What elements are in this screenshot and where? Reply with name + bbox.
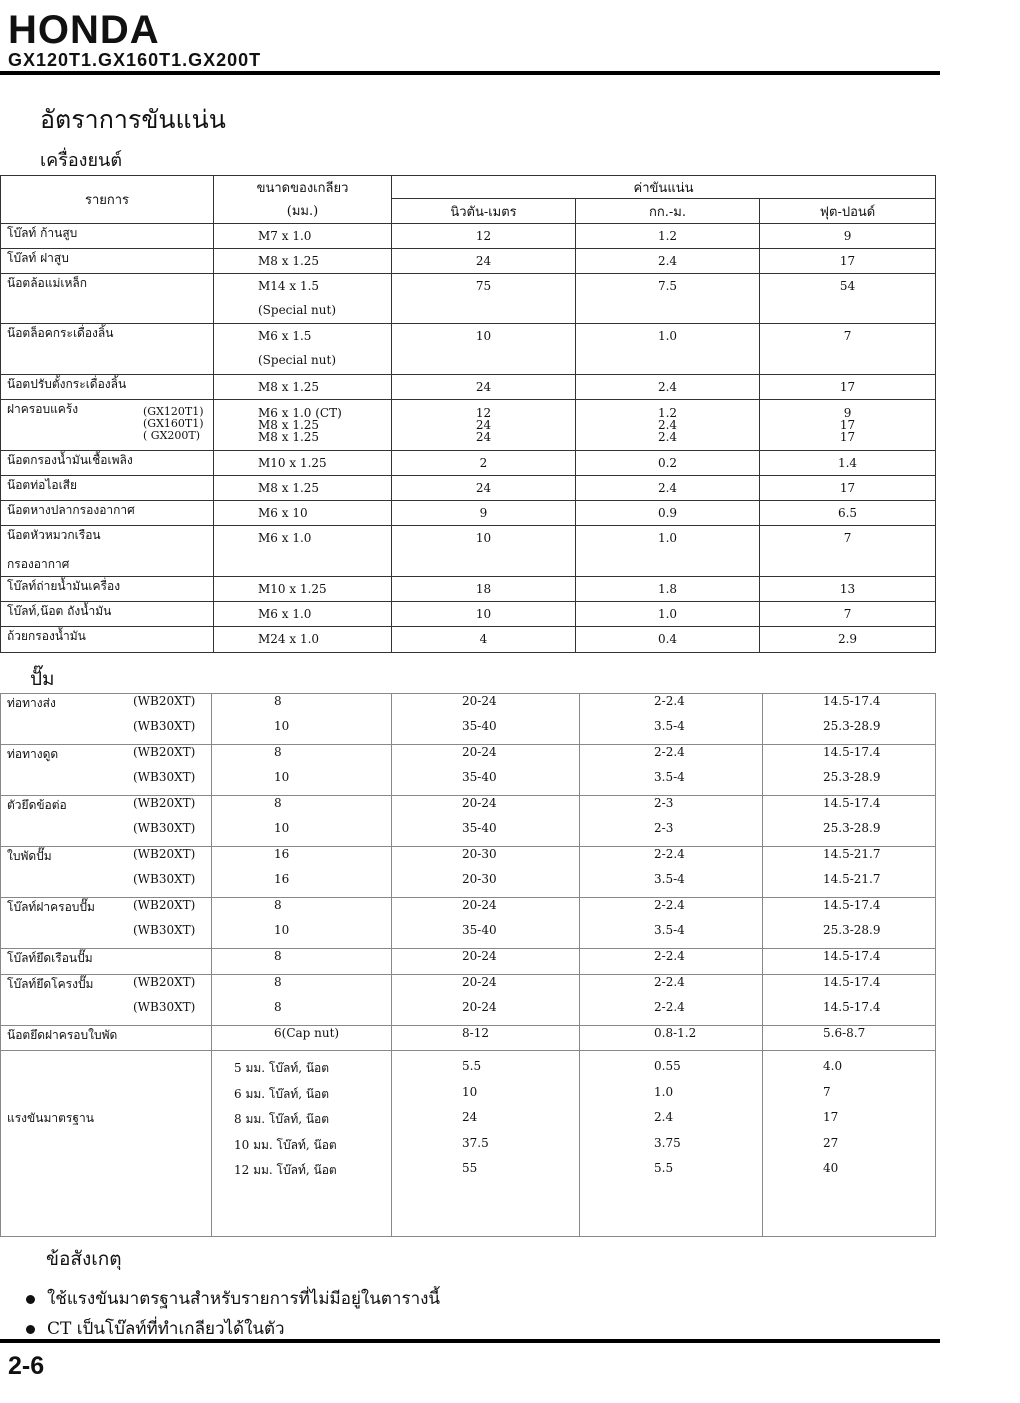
std-ftlb-value: 27 xyxy=(823,1135,839,1150)
row-nm: 24 xyxy=(392,375,576,400)
row-nm: 35-40 xyxy=(392,770,580,796)
row-size xyxy=(214,274,392,324)
row-ftlb: 14.5-17.4 xyxy=(763,974,936,1000)
header-ftlb: ฟุต-ปอนด์ xyxy=(760,199,936,224)
model-label: (WB30XT) xyxy=(133,770,196,784)
std-size-value: 8 มม. โบ๊ลท์, น๊อต xyxy=(234,1112,330,1126)
ftlb-value: 17 xyxy=(839,418,856,432)
row-kgm: 0.4 xyxy=(576,627,760,653)
row-nm: 8-12 xyxy=(392,1025,580,1051)
engine-section-title: เครื่องยนต์ xyxy=(40,150,123,171)
table-row xyxy=(1,602,936,627)
row-size: 10 xyxy=(212,719,392,745)
header-kgm: กก.-ม. xyxy=(576,199,760,224)
row-size: 8 xyxy=(212,898,392,924)
row-ftlb: 17 xyxy=(760,375,936,400)
table-row xyxy=(1,923,936,949)
std-ftlb-value: 40 xyxy=(823,1161,839,1175)
table-row xyxy=(1,476,936,501)
row-nm: 20-30 xyxy=(392,872,580,898)
table-row xyxy=(1,400,936,451)
row-kgm: 1.8 xyxy=(576,577,760,602)
ftlb-value: 17 xyxy=(839,430,856,444)
row-item: น๊อตท่อไอเสีย xyxy=(1,476,214,501)
model-label: (WB20XT) xyxy=(133,974,196,989)
kgm-value: 2.4 xyxy=(657,430,678,444)
row-nm: 35-40 xyxy=(392,821,580,847)
size-note: (Special nut) xyxy=(258,303,337,317)
item-label: ตัวยึดข้อต่อ xyxy=(7,798,67,812)
item-label: น๊อตหัวหมวกเรือน xyxy=(7,528,101,542)
row-kgm: 2-2.4 xyxy=(580,1000,763,1026)
engine-torque-table xyxy=(0,175,936,653)
row-item xyxy=(1,923,212,949)
row-kgm: 0.2 xyxy=(576,451,760,476)
table-row xyxy=(1,526,936,577)
std-kgm-value: 5.5 xyxy=(654,1161,674,1175)
table-row xyxy=(1,1025,936,1051)
std-size-value: 10 มม. โบ๊ลท์, น๊อต xyxy=(234,1137,337,1152)
std-ftlb-value: 4.0 xyxy=(823,1059,843,1073)
pump-section-title: ปั๊ม xyxy=(30,668,55,690)
row-kgm: 2-2.4 xyxy=(580,745,763,771)
std-kgm-value: 3.75 xyxy=(654,1135,681,1150)
row-item: โบ๊ลท์,น๊อต ถังน้ำมัน xyxy=(1,602,214,627)
item-label: น๊อตยึดฝาครอบใบพัด xyxy=(7,1027,118,1042)
row-nm: 24 xyxy=(392,476,576,501)
table-row xyxy=(1,745,936,771)
size-note: (Special nut) xyxy=(258,353,337,367)
item-label: โบ๊ลท์ยึดเรือนปั๊ม xyxy=(7,951,93,965)
row-item: โบ๊ลท์ ก้านสูบ xyxy=(1,224,214,249)
row-nm: 20-24 xyxy=(392,974,580,1000)
row-size: 10 xyxy=(212,821,392,847)
kgm-value: 2.4 xyxy=(657,418,678,432)
row-item xyxy=(1,847,212,873)
row-size: M6 x 1.0 xyxy=(214,602,392,627)
std-nm-value: 37.5 xyxy=(462,1135,489,1150)
row-nm: 20-24 xyxy=(392,949,580,975)
row-ftlb: 54 xyxy=(760,274,936,324)
row-size: 16 xyxy=(212,847,392,873)
row-kgm xyxy=(580,1051,763,1237)
row-size: M8 x 1.25 xyxy=(214,476,392,501)
row-kgm: 1.0 xyxy=(576,324,760,375)
row-size: M6 x 10 xyxy=(214,501,392,526)
row-item: น๊อตปรับตั้งกระเดื่องลิ้น xyxy=(1,375,214,400)
row-ftlb: 7 xyxy=(760,526,936,577)
size-value: M8 x 1.25 xyxy=(258,418,320,432)
row-size: M7 x 1.0 xyxy=(214,224,392,249)
row-size: 16 xyxy=(212,872,392,898)
std-nm-value: 24 xyxy=(462,1110,478,1124)
row-kgm: 2.4 xyxy=(576,476,760,501)
model-label: (GX120T1) xyxy=(143,405,204,418)
row-ftlb: 25.3-28.9 xyxy=(763,719,936,745)
row-size xyxy=(214,324,392,375)
nm-value: 24 xyxy=(475,418,492,432)
table-row xyxy=(1,451,936,476)
row-nm: 10 xyxy=(392,526,576,577)
row-ftlb: 7 xyxy=(760,602,936,627)
item-label: ท่อทางดูด xyxy=(7,747,59,761)
row-size: 8 xyxy=(212,796,392,822)
item-label: โบ๊ลท์ฝาครอบปั๊ม xyxy=(7,900,95,914)
row-nm: 18 xyxy=(392,577,576,602)
row-item xyxy=(1,694,212,720)
row-ftlb: 14.5-17.4 xyxy=(763,694,936,720)
row-item xyxy=(1,1025,212,1051)
row-nm: 9 xyxy=(392,501,576,526)
model-label: (WB30XT) xyxy=(133,999,196,1014)
row-nm: 35-40 xyxy=(392,719,580,745)
row-size: M24 x 1.0 xyxy=(214,627,392,653)
row-ftlb xyxy=(763,1051,936,1237)
row-kgm: 2-3 xyxy=(580,796,763,822)
row-ftlb: 25.3-28.9 xyxy=(763,770,936,796)
row-ftlb: 13 xyxy=(760,577,936,602)
row-item xyxy=(1,745,212,771)
table-row xyxy=(1,224,936,249)
table-row xyxy=(1,719,936,745)
std-size-value: 5 มม. โบ๊ลท์, น๊อต xyxy=(234,1061,330,1075)
model-label: (WB30XT) xyxy=(133,719,196,733)
row-ftlb: 14.5-21.7 xyxy=(763,847,936,873)
row-kgm: 2.4 xyxy=(576,249,760,274)
table-row xyxy=(1,501,936,526)
table-row xyxy=(1,974,936,1000)
row-nm: 10 xyxy=(392,324,576,375)
nm-value: 12 xyxy=(475,406,492,420)
bullet-icon xyxy=(26,1295,35,1304)
model-label: (WB20XT) xyxy=(133,745,196,759)
row-nm xyxy=(392,400,576,451)
row-kgm: 2-2.4 xyxy=(580,694,763,720)
row-nm: 20-24 xyxy=(392,745,580,771)
page-title: อัตราการขันแน่น xyxy=(40,105,226,134)
row-nm: 20-24 xyxy=(392,898,580,924)
table-row xyxy=(1,898,936,924)
table-row xyxy=(1,949,936,975)
row-kgm: 3.5-4 xyxy=(580,872,763,898)
header-rule xyxy=(0,71,940,75)
item-label-line2: กรองอากาศ xyxy=(7,557,70,571)
row-size: 8 xyxy=(212,974,392,1000)
row-nm: 75 xyxy=(392,274,576,324)
bullet-icon xyxy=(26,1325,35,1334)
row-item: โบ๊ลท์ ฝาสูบ xyxy=(1,249,214,274)
row-nm: 35-40 xyxy=(392,923,580,949)
row-ftlb: 2.9 xyxy=(760,627,936,653)
row-kgm: 2-2.4 xyxy=(580,949,763,975)
size-value: M8 x 1.25 xyxy=(258,430,320,444)
notes-title: ข้อสังเกตุ xyxy=(46,1248,122,1270)
brand-logo: HONDA xyxy=(8,8,160,52)
model-list: GX120T1.GX160T1.GX200T xyxy=(8,50,262,70)
table-row xyxy=(1,375,936,400)
ftlb-value: 9 xyxy=(843,406,852,420)
row-kgm: 1.2 xyxy=(576,224,760,249)
model-stack xyxy=(143,406,204,442)
row-ftlb: 14.5-21.7 xyxy=(763,872,936,898)
std-ftlb-value: 17 xyxy=(823,1110,839,1124)
row-size: 8 xyxy=(212,694,392,720)
kgm-value: 1.2 xyxy=(657,406,678,420)
table-row xyxy=(1,1051,936,1237)
row-size: M10 x 1.25 xyxy=(214,577,392,602)
row-kgm: 3.5-4 xyxy=(580,923,763,949)
table-row xyxy=(1,274,936,324)
std-kgm-value: 0.55 xyxy=(654,1059,681,1073)
row-item: ถ้วยกรองน้ำมัน xyxy=(1,627,214,653)
row-item: โบ๊ลท์ถ่ายน้ำมันเครื่อง xyxy=(1,577,214,602)
row-item: น๊อตกรองน้ำมันเชื้อเพลิง xyxy=(1,451,214,476)
row-size: M8 x 1.25 xyxy=(214,249,392,274)
row-kgm: 1.0 xyxy=(576,526,760,577)
row-ftlb: 25.3-28.9 xyxy=(763,821,936,847)
row-nm xyxy=(392,1051,580,1237)
model-label: (WB20XT) xyxy=(133,847,196,861)
row-size xyxy=(214,400,392,451)
note-item xyxy=(26,1315,285,1342)
row-size: 10 xyxy=(212,923,392,949)
table-row xyxy=(1,1000,936,1026)
row-item xyxy=(1,872,212,898)
row-size: M8 x 1.25 xyxy=(214,375,392,400)
row-nm: 20-30 xyxy=(392,847,580,873)
row-kgm: 1.0 xyxy=(576,602,760,627)
header-thread-unit: (มม.) xyxy=(214,199,392,224)
row-item: แรงขันมาตรฐาน xyxy=(1,1051,212,1237)
row-ftlb: 17 xyxy=(760,476,936,501)
table-row xyxy=(1,872,936,898)
row-ftlb: 5.6-8.7 xyxy=(763,1025,936,1051)
row-size: 8 xyxy=(212,745,392,771)
table-row xyxy=(1,770,936,796)
item-label: โบ๊ลท์ยึดโครงปั๊ม xyxy=(7,976,94,991)
row-kgm: 0.8-1.2 xyxy=(580,1025,763,1051)
note-text: CT เป็นโบ๊ลท์ที่ทำเกลียวได้ในตัว xyxy=(47,1319,285,1339)
item-label: ท่อทางส่ง xyxy=(7,696,56,710)
row-kgm: 2-2.4 xyxy=(580,974,763,1000)
footer-rule xyxy=(0,1339,940,1343)
row-ftlb: 14.5-17.4 xyxy=(763,745,936,771)
model-label: (WB20XT) xyxy=(133,796,196,810)
model-label: (WB30XT) xyxy=(133,923,196,937)
table-row xyxy=(1,627,936,653)
row-kgm: 0.9 xyxy=(576,501,760,526)
row-size: 8 xyxy=(212,949,392,975)
size-value: M6 x 1.5 xyxy=(258,329,312,343)
row-nm: 20-24 xyxy=(392,1000,580,1026)
row-item xyxy=(1,974,212,1000)
row-item: น๊อตหางปลากรองอากาศ xyxy=(1,501,214,526)
row-ftlb: 14.5-17.4 xyxy=(763,1000,936,1026)
row-item xyxy=(1,898,212,924)
size-value: M14 x 1.5 xyxy=(258,279,320,293)
nm-value: 24 xyxy=(475,430,492,444)
row-ftlb: 14.5-17.4 xyxy=(763,898,936,924)
model-label: (WB20XT) xyxy=(133,898,196,912)
row-size: M6 x 1.0 xyxy=(214,526,392,577)
row-ftlb: 14.5-17.4 xyxy=(763,796,936,822)
row-ftlb: 17 xyxy=(760,249,936,274)
row-size: 10 xyxy=(212,770,392,796)
row-size: 8 xyxy=(212,1000,392,1026)
row-nm: 12 xyxy=(392,224,576,249)
table-row xyxy=(1,847,936,873)
row-kgm: 7.5 xyxy=(576,274,760,324)
row-ftlb: 1.4 xyxy=(760,451,936,476)
table-row xyxy=(1,249,936,274)
size-value: M6 x 1.0 (CT) xyxy=(258,406,342,420)
row-kgm: 3.5-4 xyxy=(580,770,763,796)
row-item xyxy=(1,526,214,577)
row-item: น๊อตล้อแม่เหล็ก xyxy=(1,274,214,324)
std-kgm-value: 2.4 xyxy=(654,1110,674,1124)
row-nm: 20-24 xyxy=(392,694,580,720)
row-nm: 10 xyxy=(392,602,576,627)
table-row xyxy=(1,694,936,720)
std-size-value: 6 มม. โบ๊ลท์, น๊อต xyxy=(234,1086,330,1101)
header-item: รายการ xyxy=(1,176,214,224)
table-row xyxy=(1,796,936,822)
model-label: (WB30XT) xyxy=(133,872,196,886)
item-label: ฝาครอบแคร้ง xyxy=(7,402,79,416)
model-label: (WB20XT) xyxy=(133,694,196,708)
model-label: (GX160T1) xyxy=(143,417,204,430)
std-size-value: 12 มม. โบ๊ลท์, น๊อต xyxy=(234,1163,337,1177)
row-item xyxy=(1,719,212,745)
row-ftlb: 6.5 xyxy=(760,501,936,526)
row-item xyxy=(1,1000,212,1026)
header-thread: ขนาดของเกลียว xyxy=(214,176,392,199)
row-ftlb: 9 xyxy=(760,224,936,249)
row-size: 6(Cap nut) xyxy=(212,1025,392,1051)
row-size xyxy=(212,1051,392,1237)
row-kgm: 2-2.4 xyxy=(580,847,763,873)
model-label: (WB30XT) xyxy=(133,821,196,835)
row-item xyxy=(1,796,212,822)
table-row xyxy=(1,324,936,375)
row-size: M10 x 1.25 xyxy=(214,451,392,476)
std-nm-value: 55 xyxy=(462,1161,478,1175)
row-item xyxy=(1,949,212,975)
table-row xyxy=(1,577,936,602)
note-item xyxy=(26,1285,440,1312)
table-row xyxy=(1,821,936,847)
std-nm-value: 5.5 xyxy=(462,1059,482,1073)
row-nm: 24 xyxy=(392,249,576,274)
row-ftlb: 7 xyxy=(760,324,936,375)
row-item: น๊อตล็อคกระเดื่องลิ้น xyxy=(1,324,214,375)
std-ftlb-value: 7 xyxy=(823,1084,831,1099)
header-torque: ค่าขันแน่น xyxy=(392,176,936,199)
row-kgm: 2.4 xyxy=(576,375,760,400)
row-ftlb: 25.3-28.9 xyxy=(763,923,936,949)
std-nm-value: 10 xyxy=(462,1084,478,1099)
row-item xyxy=(1,821,212,847)
item-label: ใบพัดปั๊ม xyxy=(7,849,52,863)
row-nm: 20-24 xyxy=(392,796,580,822)
std-kgm-value: 1.0 xyxy=(654,1084,674,1099)
pump-torque-table xyxy=(0,693,936,1237)
row-kgm: 2-3 xyxy=(580,821,763,847)
model-label: ( GX200T) xyxy=(143,429,201,442)
row-kgm: 3.5-4 xyxy=(580,719,763,745)
row-kgm xyxy=(576,400,760,451)
row-item xyxy=(1,770,212,796)
row-ftlb: 14.5-17.4 xyxy=(763,949,936,975)
row-nm: 2 xyxy=(392,451,576,476)
row-item xyxy=(1,400,214,451)
note-text: ใช้แรงขันมาตรฐานสำหรับรายการที่ไม่มีอยู่ในตารางนี้ xyxy=(47,1289,441,1309)
header-nm: นิวตัน-เมตร xyxy=(392,199,576,224)
row-nm: 4 xyxy=(392,627,576,653)
page-number: 2-6 xyxy=(8,1352,45,1380)
row-kgm: 2-2.4 xyxy=(580,898,763,924)
row-ftlb xyxy=(760,400,936,451)
